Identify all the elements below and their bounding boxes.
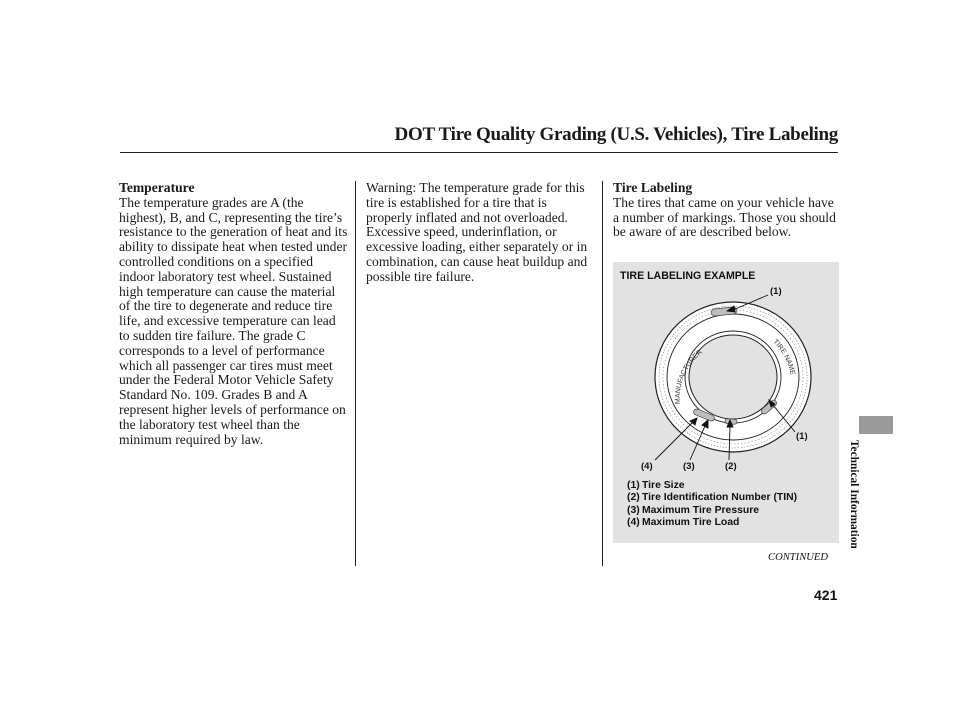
- temperature-body: The temperature grades are A (the highest), B, and C, representing the tire’s resistance to the generation of heat and its ability to dissipate heat when tested under controlled conditions on a specified indoor laboratory test wheel. Sustained high temperature can cause the material of the tire to degenerate and reduce tire life, and excessive temperature can lead to sudden tire failure. The grade C corresponds to a level of performance which all passenger car tires must meet under the Federal Motor Vehicle Safety Standard No. 109. Grades B and A represent higher levels of performance on the laboratory test wheel than the minimum required by law.: [119, 194, 348, 447]
- column-divider: [602, 181, 603, 566]
- legend-item: (1) Tire Size: [627, 480, 685, 491]
- page-number: 421: [814, 587, 838, 603]
- tire-labeling-heading: Tire Labeling: [613, 180, 693, 195]
- sidewall-text-manufacturer: MANUFACTURER: [674, 348, 704, 405]
- warning-column: [366, 181, 596, 285]
- temperature-column: [119, 181, 349, 447]
- tire-labeling-body: The tires that came on your vehicle have a number of markings. Those you should be aware of are described below.: [613, 194, 836, 240]
- section-tab: [859, 416, 893, 434]
- callout-1-top: (1): [770, 286, 782, 297]
- column-divider: [355, 181, 356, 566]
- title-rule: [120, 152, 838, 153]
- continued-label: CONTINUED: [768, 552, 829, 563]
- sidewall-text-tire-name: TIRE NAME: [771, 338, 796, 376]
- page-title: DOT Tire Quality Grading (U.S. Vehicles), Tire Labeling: [394, 124, 838, 145]
- callout-4: (4): [641, 461, 653, 472]
- figure-legend: [627, 480, 797, 529]
- tire-labeling-figure: [613, 262, 839, 543]
- tire-labeling-column: [613, 181, 841, 240]
- legend-item: (4) Maximum Tire Load: [627, 516, 740, 528]
- legend-item: (2) Tire Identification Number (TIN): [627, 492, 798, 504]
- temperature-heading: Temperature: [119, 180, 195, 195]
- callout-2: (2): [725, 461, 737, 472]
- tire-outer-ring: [655, 302, 811, 452]
- section-label: Technical Information: [848, 440, 860, 549]
- callout-1-right: (1): [796, 431, 808, 442]
- figure-title: TIRE LABELING EXAMPLE: [620, 270, 756, 282]
- legend-item: (3) Maximum Tire Pressure: [627, 504, 760, 516]
- warning-body: Warning: The temperature grade for this tire is established for a tire that is properly inflated and not overloaded. Excessive speed, underinflation, or excessive loading, either separately or in combination, can cause heat buildup and possible tire failure.: [366, 180, 588, 284]
- callout-3: (3): [683, 461, 695, 472]
